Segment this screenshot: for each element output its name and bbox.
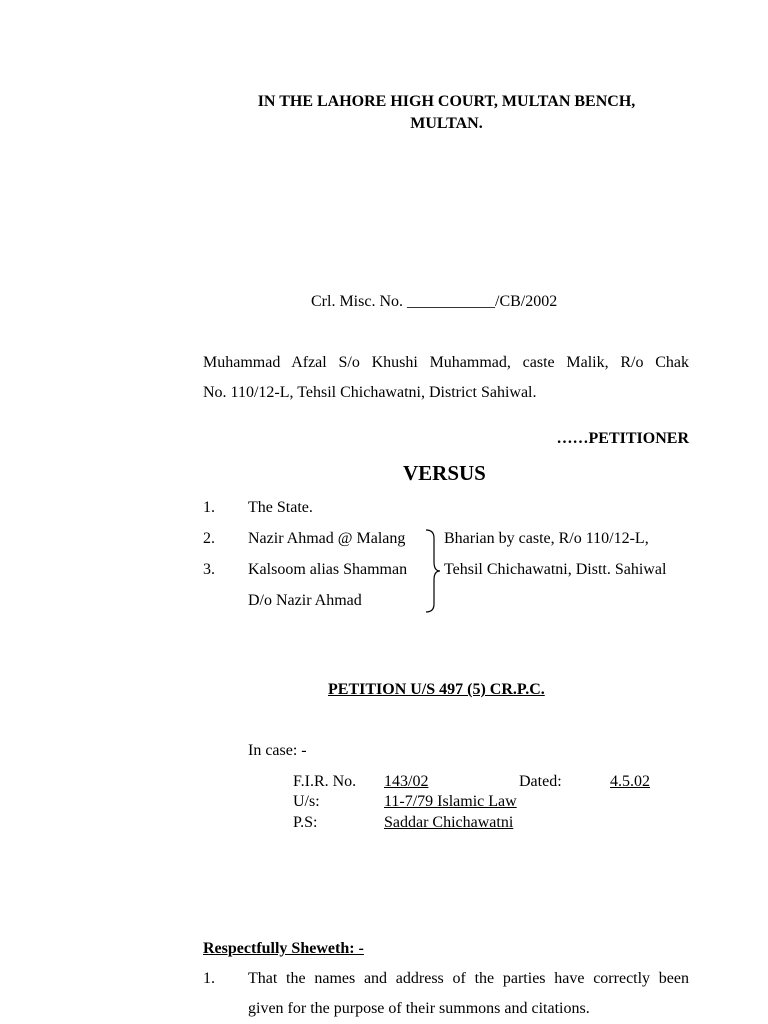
court-title-line2: MULTAN. (410, 115, 483, 132)
fir-value: 143/02 (384, 773, 429, 790)
petitioner-line2: No. 110/12-L, Tehsil Chichawatni, District Sahiwal. (203, 384, 537, 401)
dated-value: 4.5.02 (610, 773, 650, 790)
paragraph-line2: given for the purpose of their summons and citations. (248, 1000, 590, 1017)
us-label: U/s: (293, 793, 320, 810)
respondent-1-name: The State. (248, 499, 313, 516)
us-value: 11-7/79 Islamic Law (384, 793, 517, 810)
paragraph-line1: That the names and address of the parties have correctly been (248, 970, 689, 987)
versus-heading: VERSUS (403, 461, 486, 485)
ps-value: Saddar Chichawatni (384, 814, 514, 831)
respondent-3-parentage: D/o Nazir Ahmad (248, 592, 362, 609)
ps-label: P.S: (293, 814, 318, 831)
respondent-1-number: 1. (203, 499, 215, 516)
brace-icon (424, 528, 442, 614)
in-case-label: In case: - (248, 742, 307, 759)
case-number: Crl. Misc. No. ___________/CB/2002 (311, 293, 558, 310)
respondent-3-name: Kalsoom alias Shamman (248, 561, 408, 578)
respondents-address-line1: Bharian by caste, R/o 110/12-L, (444, 530, 649, 547)
petitioner-line1: Muhammad Afzal S/o Khushi Muhammad, caste Malik, R/o Chak (203, 354, 689, 371)
respondents-address-line2: Tehsil Chichawatni, Distt. Sahiwal (444, 561, 667, 578)
respondent-3-number: 3. (203, 561, 215, 578)
dated-label: Dated: (519, 773, 562, 790)
fir-label: F.I.R. No. (293, 773, 357, 790)
sheweth-heading: Respectfully Sheweth: - (203, 940, 364, 957)
petitioner-label: ……PETITIONER (556, 430, 689, 447)
respondent-2-number: 2. (203, 530, 215, 547)
paragraph-number: 1. (203, 970, 215, 987)
court-title-line1: IN THE LAHORE HIGH COURT, MULTAN BENCH, (257, 93, 636, 110)
petition-title: PETITION U/S 497 (5) CR.P.C. (328, 681, 545, 698)
respondent-2-name: Nazir Ahmad @ Malang (248, 530, 406, 547)
